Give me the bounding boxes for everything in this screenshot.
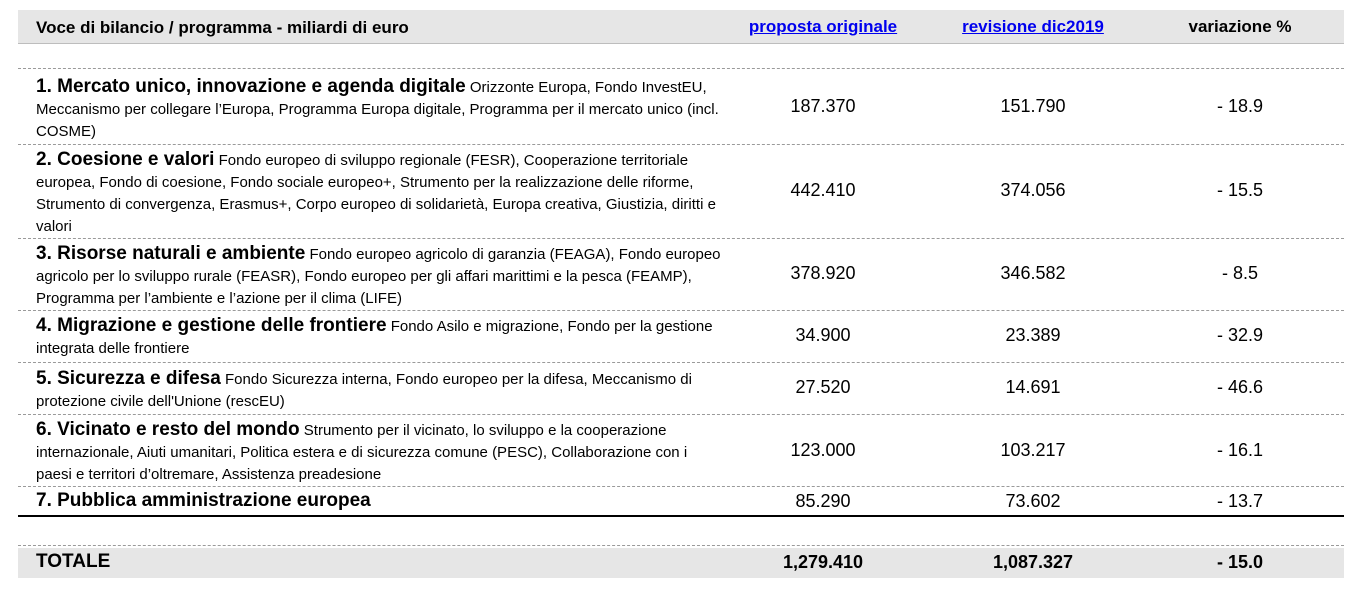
table-header: [18, 10, 1344, 44]
row-6-original: 123.000: [790, 440, 856, 460]
row-3-revision: 346.582: [1000, 263, 1066, 283]
row-6-category: 6. Vicinato e resto del mondo: [36, 419, 300, 440]
divider: [18, 486, 1344, 487]
row-2-category: 2. Coesione e valori: [36, 149, 215, 170]
row-3-text: [36, 243, 726, 310]
row-2-text: [36, 149, 726, 238]
row-7-category: 7. Pubblica amministrazione europea: [36, 490, 371, 511]
row-4-programs: Fondo Asilo e migrazione, Fondo per la gestione integrata delle frontiere: [36, 318, 713, 357]
row-6-text: [36, 419, 726, 486]
divider: [18, 545, 1344, 546]
col-revision-link[interactable]: revisione dic2019: [962, 17, 1104, 36]
row-1-text: [36, 76, 726, 143]
row-5-change: - 46.6: [1216, 377, 1264, 397]
col-original-link[interactable]: proposta originale: [748, 17, 898, 36]
total-change: - 15.0: [1216, 552, 1264, 572]
row-2-original: 442.410: [790, 180, 856, 200]
total-row: [18, 548, 1344, 578]
divider: [18, 362, 1344, 363]
row-3-change: - 8.5: [1221, 263, 1259, 283]
row-5-original: 27.520: [795, 377, 851, 397]
row-5-category: 5. Sicurezza e difesa: [36, 368, 221, 389]
row-7-change: - 13.7: [1216, 491, 1264, 511]
divider: [18, 414, 1344, 415]
divider: [18, 310, 1344, 311]
row-6-revision: 103.217: [1000, 440, 1066, 460]
row-5-programs: Fondo Sicurezza interna, Fondo europeo per la difesa, Meccanismo di protezione civile dell'Unione (rescEU): [36, 371, 692, 410]
row-5-revision: 14.691: [1005, 377, 1061, 397]
row-4-change: - 32.9: [1216, 325, 1264, 345]
total-label: TOTALE: [36, 551, 111, 572]
row-4-category: 4. Migrazione e gestione delle frontiere: [36, 315, 387, 336]
row-4-original: 34.900: [795, 325, 851, 345]
divider: [18, 144, 1344, 145]
divider: [18, 68, 1344, 69]
row-3-programs: Fondo europeo agricolo di garanzia (FEAGA), Fondo europeo agricolo per lo sviluppo rurale (FEASR), Fondo europeo per gli affari marittimi e la pesca (FEAMP), Programma per l’ambiente e l’azione per il clima (LIFE): [36, 246, 721, 307]
row-1-original: 187.370: [790, 96, 856, 116]
total-revision: 1,087.327: [992, 552, 1074, 572]
row-4-revision: 23.389: [1005, 325, 1061, 345]
row-2-programs: Fondo europeo di sviluppo regionale (FESR), Cooperazione territoriale europea, Fondo di coesione, Fondo sociale europeo+, Strumento per la realizzazione delle riforme, Strumento di convergenza, Erasmus+, Corpo europeo di solidarietà, Europa creativa, Giustizia, diritti e valori: [36, 152, 716, 235]
row-3-category: 3. Risorse naturali e ambiente: [36, 243, 306, 264]
row-2-change: - 15.5: [1216, 180, 1264, 200]
total-original: 1,279.410: [782, 552, 864, 572]
row-4-text: [36, 315, 726, 360]
row-7-text: [36, 490, 726, 513]
row-6-programs: Strumento per il vicinato, lo sviluppo e la cooperazione internazionale, Aiuti umanitari, Politica estera e di sicurezza comune (PESC), Collaborazione con i paesi e territori d’oltremare, Assistenza preadesione: [36, 422, 688, 483]
row-7-revision: 73.602: [1005, 491, 1061, 511]
divider: [18, 238, 1344, 239]
row-3-original: 378.920: [790, 263, 856, 283]
row-6-change: - 16.1: [1216, 440, 1264, 460]
row-1-category: 1. Mercato unico, innovazione e agenda digitale: [36, 76, 466, 97]
col-change-header: variazione %: [1188, 17, 1292, 36]
row-2-revision: 374.056: [1000, 180, 1066, 200]
row-1-change: - 18.9: [1216, 96, 1264, 116]
divider: [18, 515, 1344, 517]
row-7-original: 85.290: [795, 491, 851, 511]
row-1-revision: 151.790: [1000, 96, 1066, 116]
row-1-programs: Orizzonte Europa, Fondo InvestEU, Meccanismo per collegare l’Europa, Programma Europa digitale, Programma per il mercato unico (incl. COSME): [36, 79, 719, 140]
header-label: Voce di bilancio / programma - miliardi di euro: [36, 18, 409, 37]
row-5-text: [36, 368, 726, 413]
